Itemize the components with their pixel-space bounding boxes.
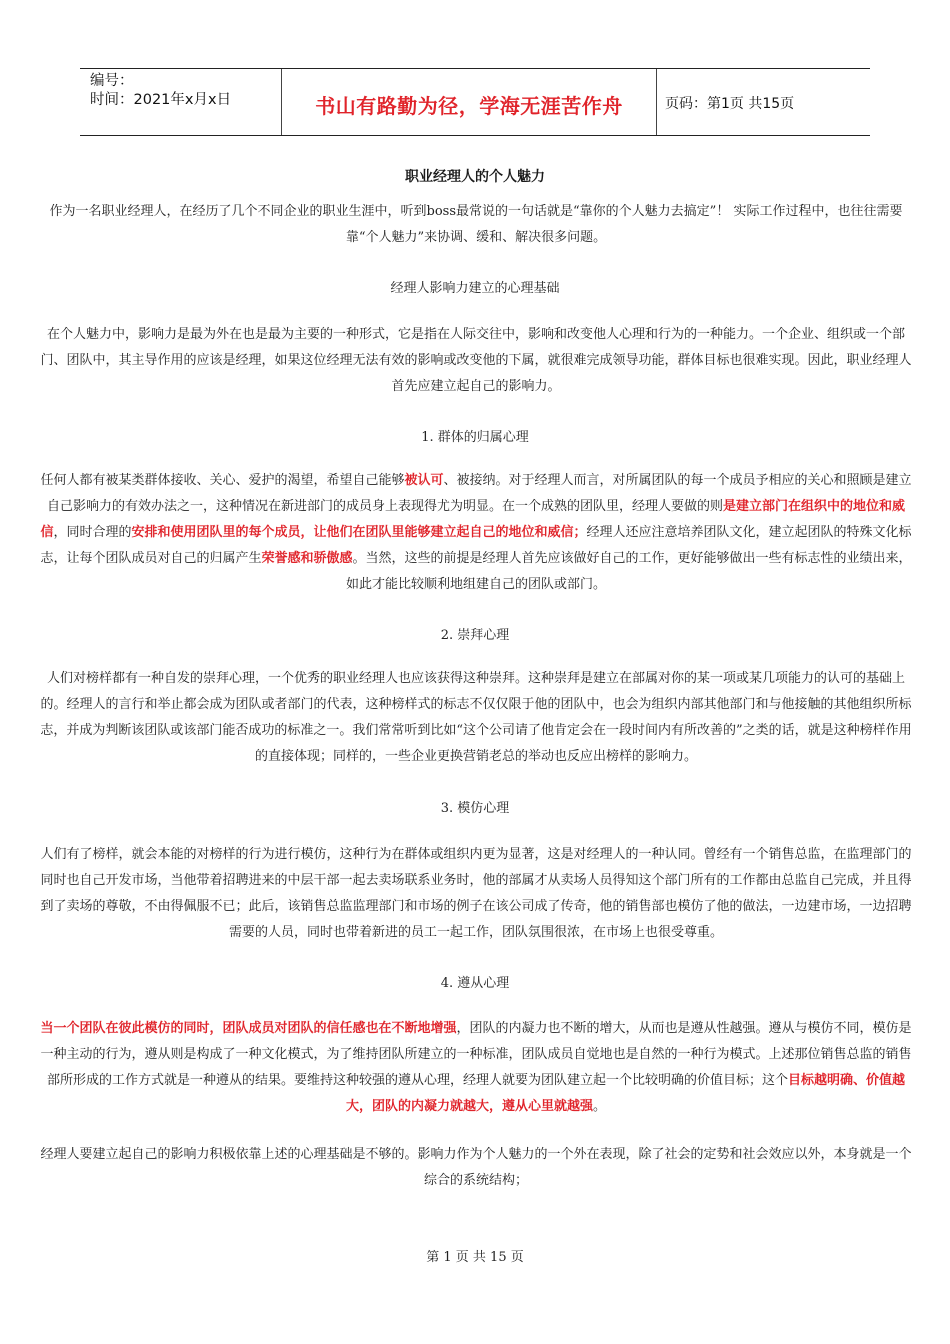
s4-highlight-1: 当一个团队在彼此模仿的同时，团队成员对团队的信任感也在不断地增强 [40, 1021, 457, 1036]
intro-paragraph: 作为一名职业经理人，在经历了几个不同企业的职业生涯中，听到boss最常说的一句话就是“靠你的个人魅力去搞定”！ 实际工作过程中，也往往需要靠“个人魅力”来协调、缓和、解决很多问题。 [49, 204, 903, 245]
s4-highlight-2: 目标越明确、价值越大，团队的内凝力就越大，遵从心里就越强 [345, 1073, 906, 1114]
header-meta [80, 69, 282, 135]
section-4-paragraph [40, 1016, 912, 1120]
s1-highlight-2: 是建立部门在组织中的地位和威信 [40, 499, 906, 540]
s1-text-5: 。当然，这些的前提是经理人首先应该做好自己的工作，更好能够做出一些有标志性的业绩出来，如此才能比较顺利地组建自己的团队或部门。 [345, 551, 912, 592]
number-label: 编号： [90, 73, 134, 89]
paragraph-influence: 在个人魅力中，影响力是最为外在也是最为主要的一种形式，它是指在人际交往中，影响和改变他人心理和行为的一种能力。一个企业、组织或一个部门、团队中，其主导作用的应该是经理，如果这位经理无法有效的影响或改变他的下属，就很难完成领导功能，群体目标也很难实现。因此，职业经理人首先应建立起自己的影响力。 [40, 327, 912, 394]
s1-highlight-3: 安排和使用团队里的每个成员，让他们在团队里能够建立起自己的地位和威信； [131, 525, 587, 540]
header-page-info: 页码：第1页 共15页 [665, 96, 795, 112]
section-4-heading: 4. 遵从心理 [440, 976, 510, 991]
section-1-heading: 1. 群体的归属心理 [421, 430, 529, 445]
header-table [80, 68, 870, 136]
s1-text-3: ，同时合理的 [53, 525, 132, 540]
section-2-heading: 2. 崇拜心理 [440, 628, 510, 643]
closing-paragraph: 经理人要建立起自己的影响力积极依靠上述的心理基础是不够的。影响力作为个人魅力的一个外在表现，除了社会的定势和社会效应以外，本身就是一个综合的系统结构； [40, 1147, 912, 1188]
s1-text-2: 、被接纳。对于经理人而言，对所属团队的每一个成员予相应的关心和照顾是建立自己影响力的有效办法之一，这种情况在新进部门的成员身上表现得尤为明显。在一个成熟的团队里，经理人要做的则 [46, 473, 912, 514]
s1-highlight-1: 被认可 [404, 473, 444, 488]
s4-text-1: ，团队的内凝力也不断的增大，从而也是遵从性越强。遵从与模仿不同，模仿是一种主动的行为，遵从则是构成了一种文化模式，为了维持团队所建立的一种标准，团队成员自觉地也是自然的一种行为模式。上述那位销售总监的销售部所形成的工作方式就是一种遵从的结果。要维持这种较强的遵从心理，经理人就要为团队建立起一个比较明确的价值目标；这个 [40, 1021, 912, 1088]
section-2-paragraph: 人们对榜样都有一种自发的崇拜心理，一个优秀的职业经理人也应该获得这种崇拜。这种崇拜是建立在部属对你的某一项或某几项能力的认可的基础上的。经理人的言行和举止都会成为团队或者部门的代表，这种榜样式的标志不仅仅限于他的团队中，也会为组织内部其他部门和与他接触的其他组织所标志，并成为判断该团队或该部门能否成功的标准之一。我们常常听到比如“这个公司请了他肯定会在一段时间内有所改善的”之类的话，就是这种榜样作用的直接体现；同样的，一些企业更换营销老总的举动也反应出榜样的影响力。 [40, 671, 912, 764]
page-footer: 第 1 页 共 15 页 [426, 1250, 524, 1265]
section-1-paragraph [40, 468, 912, 598]
s4-text-2: 。 [593, 1099, 607, 1114]
date-label: 时间：2021年x月x日 [90, 92, 232, 108]
s1-text-1: 任何人都有被某类群体接收、关心、爱护的渴望，希望自己能够 [40, 473, 405, 488]
section-subtitle: 经理人影响力建立的心理基础 [390, 281, 560, 296]
header-motto: 书山有路勤为径，学海无涯苦作舟 [282, 69, 657, 135]
s1-text-4: 经理人还应注意培养团队文化，建立起团队的特殊文化标志，让每个团队成员对自己的归属产生 [40, 525, 912, 566]
s1-highlight-4: 荣誉感和骄傲感 [261, 551, 353, 566]
document-title: 职业经理人的个人魅力 [405, 169, 545, 185]
section-3-paragraph: 人们有了榜样，就会本能的对榜样的行为进行模仿，这种行为在群体或组织内更为显著，这是对经理人的一种认同。曾经有一个销售总监，在监理部门的同时也自己开发市场，当他带着招聘进来的中层干部一起去卖场联系业务时，他的部属才从卖场人员得知这个部门所有的工作都由总监自己完成，并且得到了卖场的尊敬，不由得佩服不已；此后，该销售总监监理部门和市场的例子在该公司成了传奇，他的销售部也模仿了他的做法，一边建市场，一边招聘需要的人员，同时也带着新进的员工一起工作，团队氛围很浓，在市场上也很受尊重。 [40, 847, 912, 940]
section-3-heading: 3. 模仿心理 [440, 801, 510, 816]
